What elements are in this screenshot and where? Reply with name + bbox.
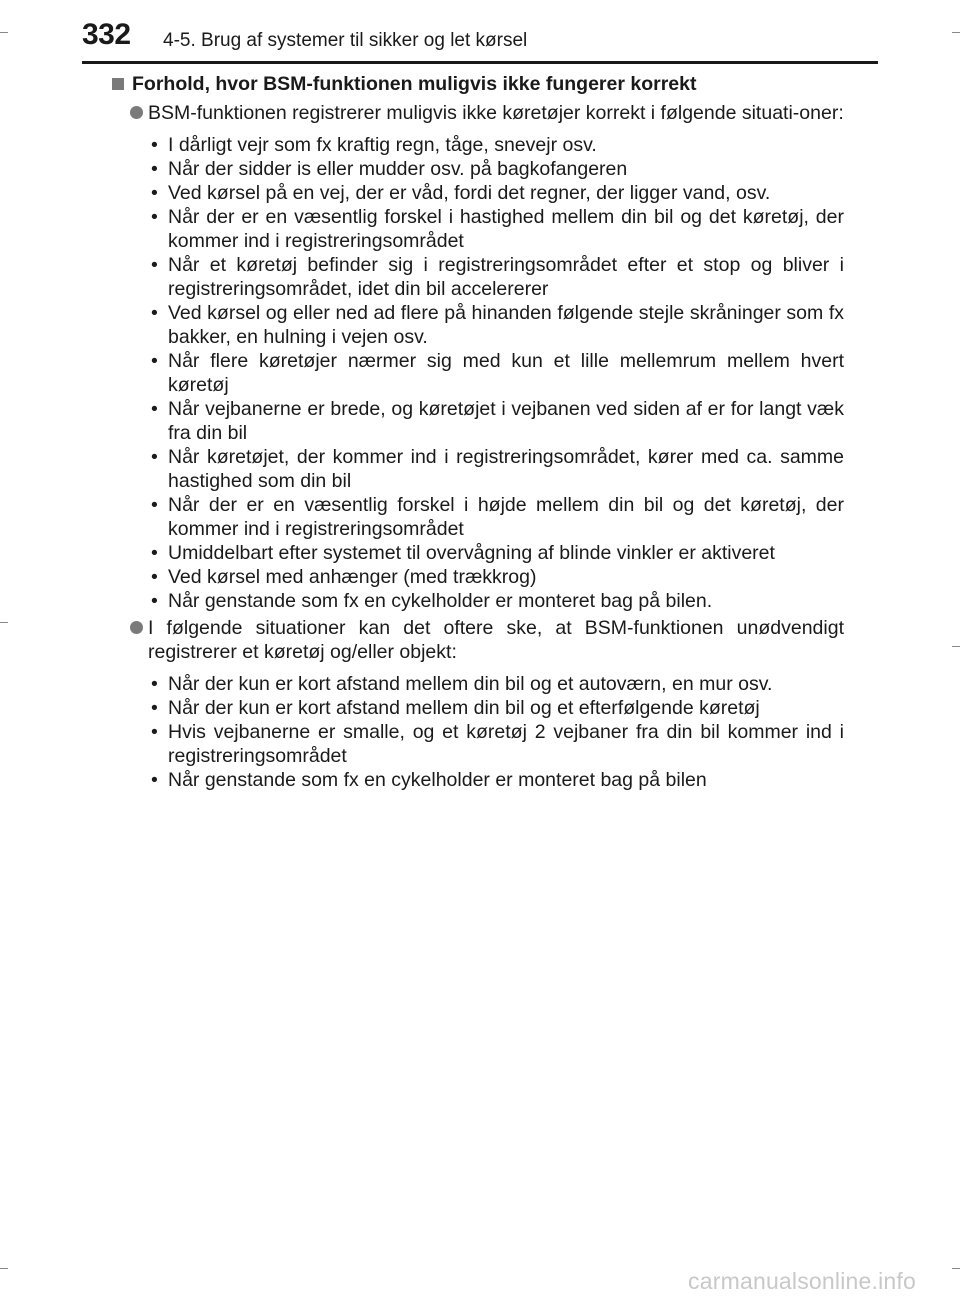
crop-mark xyxy=(0,1268,8,1269)
list-item xyxy=(148,696,844,720)
bullet-mark: • xyxy=(151,134,158,156)
list-item xyxy=(148,768,844,792)
section-heading xyxy=(112,72,844,96)
crop-mark xyxy=(952,1268,960,1269)
chapter-title: 4-5. Brug af systemer til sikker og let kørsel xyxy=(163,30,528,51)
bullet-mark: • xyxy=(151,350,158,372)
bullet-mark: • xyxy=(151,398,158,420)
list-item-text: Ved kørsel med anhænger (med trækkrog) xyxy=(168,566,537,588)
point-text: I følgende situationer kan det oftere ske, at BSM-funktionen unødvendigt registrerer et køretøj og/eller objekt: xyxy=(148,617,844,663)
list-item-text: Umiddelbart efter systemet til overvågning af blinde vinkler er aktiveret xyxy=(168,542,775,564)
bullet-mark: • xyxy=(151,673,158,695)
list-item-text: Når vejbanerne er brede, og køretøjet i vejbanen ved siden af er for langt væk fra din bil xyxy=(168,398,844,444)
point-1 xyxy=(112,101,844,125)
section-heading-text: Forhold, hvor BSM-funktionen muligvis ikke fungerer korrekt xyxy=(132,73,697,95)
list-item-text: Når flere køretøjer nærmer sig med kun et lille mellemrum mellem hvert køretøj xyxy=(168,350,844,396)
list-item xyxy=(148,720,844,768)
circle-bullet-icon xyxy=(130,621,143,634)
bullet-mark: • xyxy=(151,566,158,588)
list-item xyxy=(148,589,844,613)
header-rule xyxy=(82,61,878,64)
list-item xyxy=(148,133,844,157)
watermark: carmanualsonline.info xyxy=(688,1268,916,1294)
bullet-mark: • xyxy=(151,697,158,719)
bullet-list xyxy=(112,133,844,613)
list-item xyxy=(148,181,844,205)
crop-mark xyxy=(0,32,8,33)
list-item-text: Når køretøjet, der kommer ind i registreringsområdet, kører med ca. samme hastighed som din bil xyxy=(168,446,844,492)
list-item xyxy=(148,205,844,253)
list-item-text: Hvis vejbanerne er smalle, og et køretøj 2 vejbaner fra din bil kommer ind i registreringsområdet xyxy=(168,721,844,767)
bullet-mark: • xyxy=(151,769,158,791)
list-item-text: I dårligt vejr som fx kraftig regn, tåge, snevejr osv. xyxy=(168,134,597,156)
list-item-text: Når der kun er kort afstand mellem din bil og et autoværn, en mur osv. xyxy=(168,673,773,695)
list-item xyxy=(148,672,844,696)
bullet-mark: • xyxy=(151,206,158,228)
bullet-mark: • xyxy=(151,446,158,468)
list-item-text: Når der sidder is eller mudder osv. på bagkofangeren xyxy=(168,158,628,180)
list-item xyxy=(148,301,844,349)
bullet-mark: • xyxy=(151,542,158,564)
crop-mark xyxy=(952,32,960,33)
list-item xyxy=(148,253,844,301)
bullet-mark: • xyxy=(151,721,158,743)
bullet-mark: • xyxy=(151,158,158,180)
bullet-list xyxy=(112,672,844,792)
list-item-text: Ved kørsel på en vej, der er våd, fordi det regner, der ligger vand, osv. xyxy=(168,182,771,204)
list-item xyxy=(148,157,844,181)
list-item xyxy=(148,349,844,397)
crop-mark xyxy=(0,622,8,623)
page-header xyxy=(0,0,960,64)
bullet-mark: • xyxy=(151,590,158,612)
list-item xyxy=(148,445,844,493)
bullet-mark: • xyxy=(151,302,158,324)
point-text: BSM-funktionen registrerer muligvis ikke køretøjer korrekt i følgende situati-oner: xyxy=(148,102,844,124)
bullet-mark: • xyxy=(151,494,158,516)
list-item-text: Ved kørsel og eller ned ad flere på hinanden følgende stejle skråninger som fx bakker, en hulning i vejen osv. xyxy=(168,302,844,348)
bullet-mark: • xyxy=(151,182,158,204)
list-item-text: Når genstande som fx en cykelholder er monteret bag på bilen xyxy=(168,769,707,791)
list-item xyxy=(148,565,844,589)
list-item xyxy=(148,541,844,565)
page-content xyxy=(112,72,844,792)
list-item-text: Når der kun er kort afstand mellem din bil og et efterfølgende køretøj xyxy=(168,697,760,719)
circle-bullet-icon xyxy=(130,106,143,119)
point-2 xyxy=(112,616,844,664)
list-item-text: Når et køretøj befinder sig i registreringsområdet efter et stop og bliver i registreringsområdet, idet din bil accelererer xyxy=(168,254,844,300)
list-item-text: Når der er en væsentlig forskel i højde mellem din bil og det køretøj, der kommer ind i registreringsområdet xyxy=(168,494,844,540)
list-item xyxy=(148,493,844,541)
crop-mark xyxy=(952,646,960,647)
square-bullet-icon xyxy=(112,78,124,90)
list-item xyxy=(148,397,844,445)
bullet-mark: • xyxy=(151,254,158,276)
list-item-text: Når genstande som fx en cykelholder er monteret bag på bilen. xyxy=(168,590,713,612)
list-item-text: Når der er en væsentlig forskel i hastighed mellem din bil og det køretøj, der kommer ind i registreringsområdet xyxy=(168,206,844,252)
page-number: 332 xyxy=(82,18,131,51)
